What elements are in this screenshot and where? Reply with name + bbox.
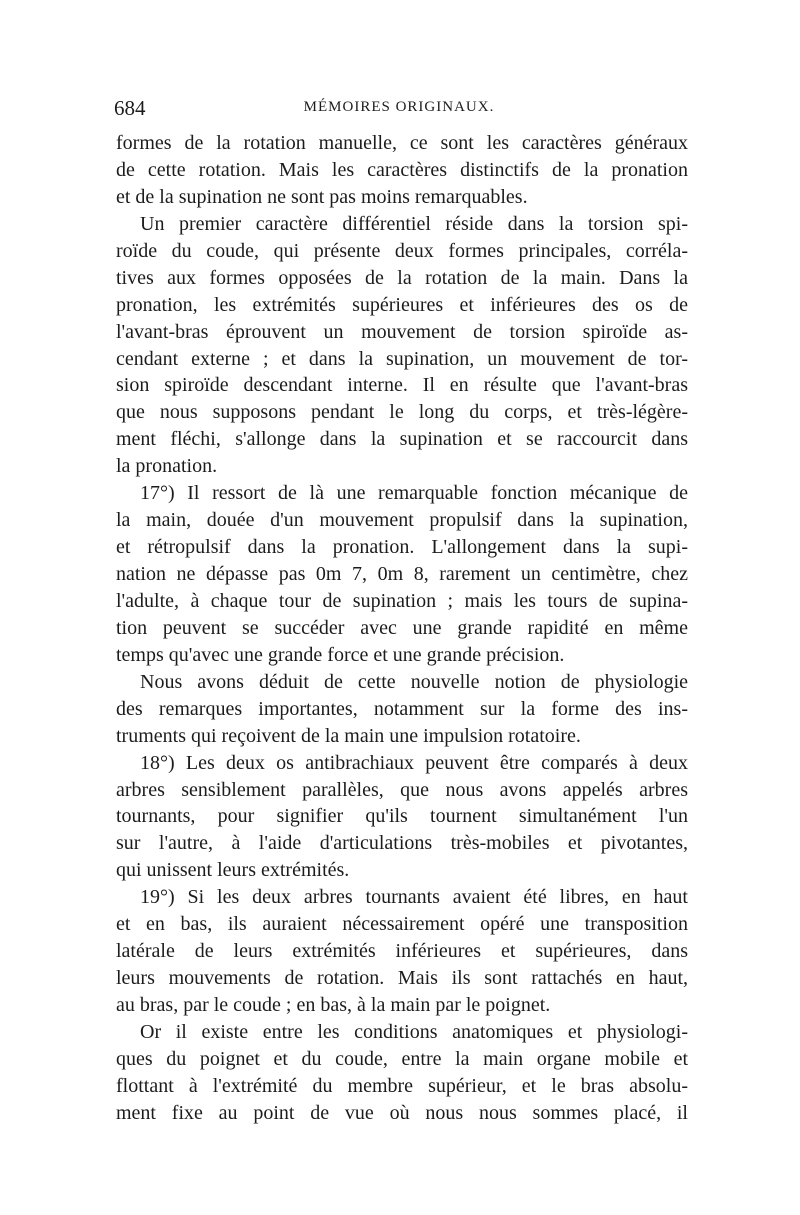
- body-text: [116, 130, 688, 1127]
- text-line: 17°) Il ressort de là une remarquable fonction mécanique de: [140, 482, 688, 505]
- text-line: arbres sensiblement parallèles, que nous avons appelés arbres: [116, 778, 688, 801]
- text-line: nation ne dépasse pas 0m 7, 0m 8, rarement un centimètre, chez: [116, 563, 688, 585]
- text-line: ment fixe au point de vue où nous nous sommes placé, il: [116, 1101, 688, 1124]
- text-line: Or il existe entre les conditions anatomiques et physiologi-: [140, 1020, 688, 1043]
- text-line: Nous avons déduit de cette nouvelle notion de physiologie: [140, 670, 688, 693]
- text-line: tion peuvent se succéder avec une grande rapidité en même: [116, 616, 688, 639]
- text-line: de cette rotation. Mais les caractères distinctifs de la pronation: [116, 158, 688, 181]
- text-line: sion spiroïde descendant interne. Il en résulte que l'avant-bras: [116, 374, 688, 397]
- text-line: que nous supposons pendant le long du corps, et très-légère-: [116, 401, 688, 424]
- text-line: ques du poignet et du coude, entre la main organe mobile et: [116, 1047, 688, 1070]
- text-line: temps qu'avec une grande force et une grande précision.: [116, 643, 565, 666]
- text-line: 19°) Si les deux arbres tournants avaient été libres, en haut: [140, 886, 688, 909]
- text-line: qui unissent leurs extrémités.: [116, 859, 350, 882]
- text-line: et en bas, ils auraient nécessairement opéré une transposition: [116, 913, 688, 936]
- text-line: 18°) Les deux os antibrachiaux peuvent être comparés à deux: [140, 751, 688, 774]
- text-line: l'adulte, à chaque tour de supination ; mais les tours de supina-: [116, 589, 688, 612]
- text-line: et rétropulsif dans la pronation. L'allongement dans la supi-: [116, 536, 688, 559]
- text-line: des remarques importantes, notamment sur la forme des ins-: [116, 697, 688, 720]
- text-line: flottant à l'extrémité du membre supérieur, et le bras absolu-: [116, 1074, 688, 1097]
- running-head: [114, 96, 684, 124]
- running-title: MÉMOIRES ORIGINAUX.: [303, 99, 495, 115]
- text-line: et de la supination ne sont pas moins remarquables.: [116, 185, 528, 208]
- text-line: la pronation.: [116, 455, 218, 478]
- text-line: cendant externe ; et dans la supination, un mouvement de tor-: [116, 347, 688, 370]
- text-line: Un premier caractère différentiel réside dans la torsion spi-: [140, 212, 688, 235]
- page-number: 684: [114, 96, 146, 120]
- text-line: au bras, par le coude ; en bas, à la main par le poignet.: [116, 994, 551, 1016]
- text-line: pronation, les extrémités supérieures et inférieures des os de: [116, 293, 688, 316]
- text-line: tives aux formes opposées de la rotation de la main. Dans la: [116, 266, 688, 289]
- text-line: l'avant-bras éprouvent un mouvement de torsion spiroïde as-: [116, 320, 688, 343]
- text-line: leurs mouvements de rotation. Mais ils sont rattachés en haut,: [116, 967, 688, 990]
- text-line: formes de la rotation manuelle, ce sont les caractères généraux: [116, 132, 688, 154]
- text-line: roïde du coude, qui présente deux formes principales, corréla-: [116, 239, 688, 262]
- text-line: sur l'autre, à l'aide d'articulations très-mobiles et pivotantes,: [116, 832, 688, 855]
- text-line: truments qui reçoivent de la main une impulsion rotatoire.: [116, 724, 581, 747]
- text-line: ment fléchi, s'allonge dans la supination et se raccourcit dans: [116, 428, 688, 451]
- text-line: la main, douée d'un mouvement propulsif dans la supination,: [116, 509, 688, 532]
- text-line: tournants, pour signifier qu'ils tournent simultanément l'un: [116, 805, 688, 828]
- text-line: latérale de leurs extrémités inférieures et supérieures, dans: [116, 940, 688, 963]
